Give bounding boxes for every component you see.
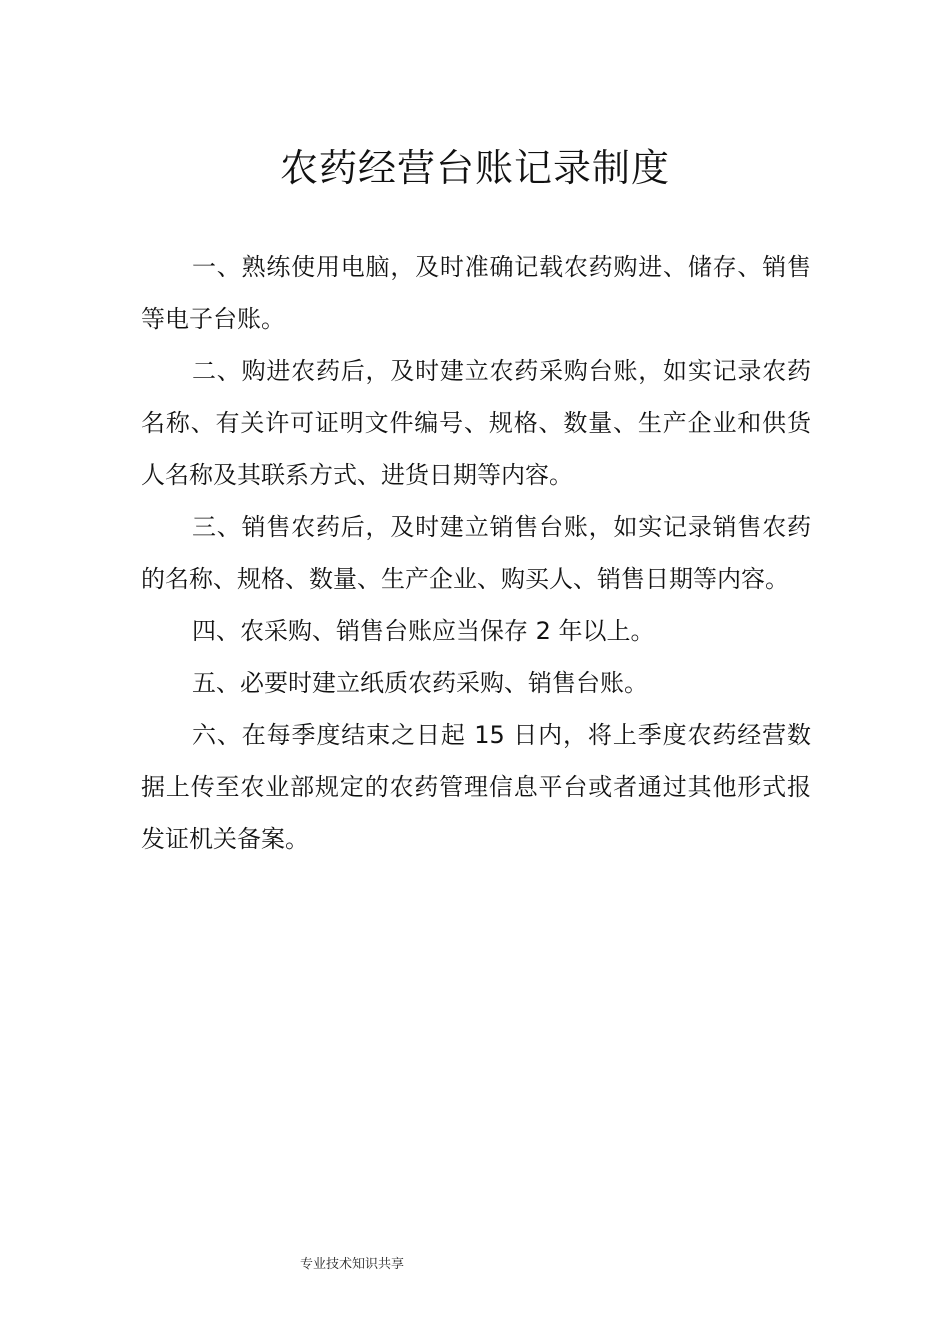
page-footer: 专业技术知识共享	[300, 1257, 405, 1272]
paragraph-5: 五、必要时建立纸质农药采购、销售台账。	[192, 669, 648, 697]
paragraph-4: 四、农采购、销售台账应当保存 2 年以上。	[192, 617, 655, 645]
paragraph-3: 三、销售农药后，及时建立销售台账，如实记录销售农药的名称、规格、数量、生产企业、购买人、销售日期等内容。	[141, 513, 811, 593]
paragraph-2: 二、购进农药后，及时建立农药采购台账，如实记录农药名称、有关许可证明文件编号、规格、数量、生产企业和供货人名称及其联系方式、进货日期等内容。	[141, 357, 811, 489]
document-title: 农药经营台账记录制度	[279, 146, 670, 190]
document-body	[141, 241, 811, 865]
paragraph-6: 六、在每季度结束之日起 15 日内，将上季度农药经营数据上传至农业部规定的农药管理信息平台或者通过其他形式报发证机关备案。	[141, 721, 811, 853]
paragraph-1: 一、熟练使用电脑，及时准确记载农药购进、储存、销售等电子台账。	[141, 253, 811, 333]
